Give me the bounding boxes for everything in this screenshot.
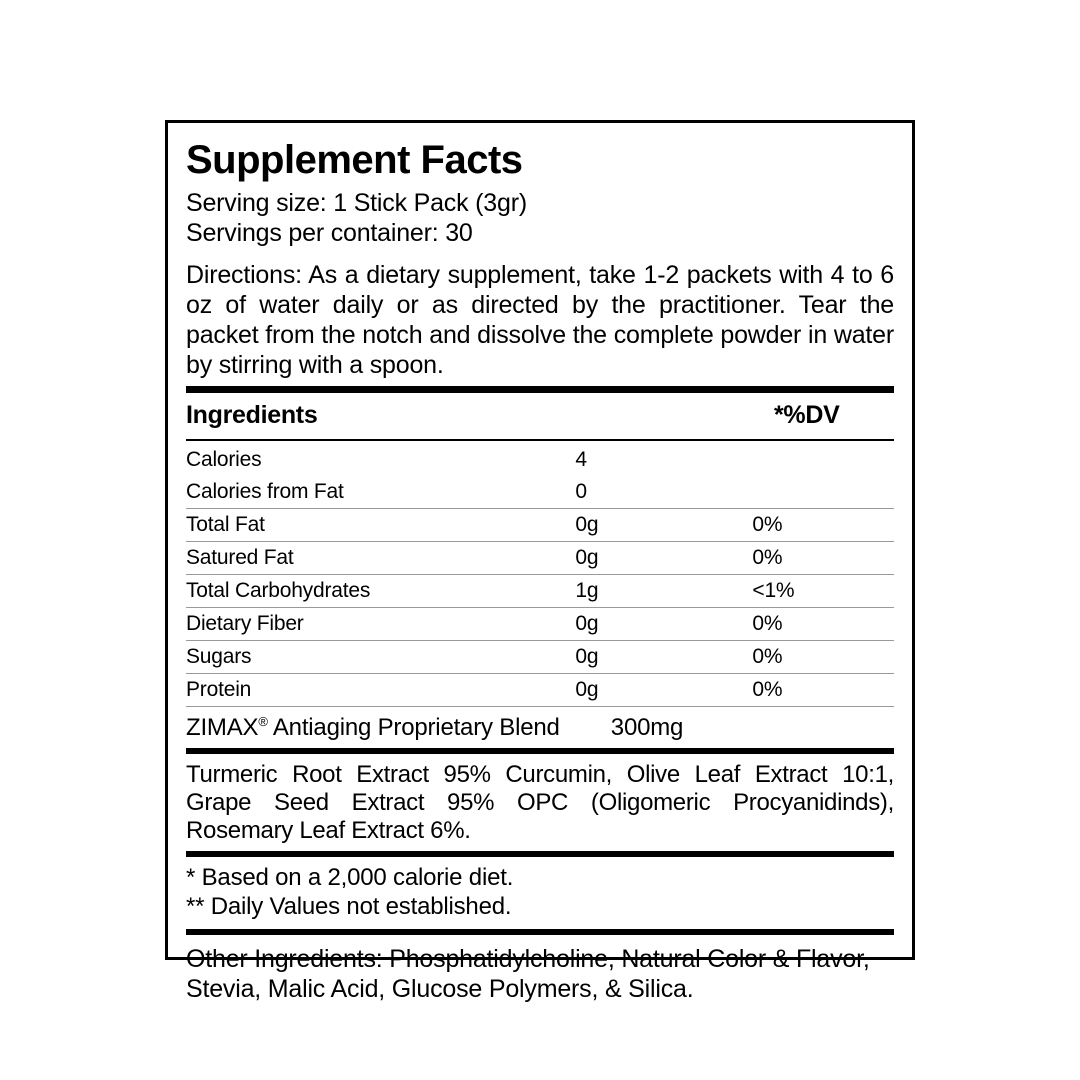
row-dv: 0%	[752, 509, 894, 542]
row-amount: 0g	[575, 509, 752, 542]
table-row	[186, 509, 894, 542]
row-amount: 0	[575, 480, 587, 503]
proprietary-blend-row	[186, 706, 894, 748]
row-name: Calories from Fat	[186, 480, 344, 503]
blend-name-pre: ZIMAX	[186, 714, 259, 741]
row-amount: 0g	[575, 542, 752, 575]
row-name: Total Carbohydrates	[186, 575, 575, 608]
row-dv: 0%	[752, 608, 894, 641]
row-amount: 1g	[575, 575, 752, 608]
table-row	[186, 641, 894, 674]
row-name: Sugars	[186, 641, 575, 674]
supplement-facts-inner	[168, 123, 912, 1018]
footnote-line: * Based on a 2,000 calorie diet.	[186, 864, 514, 892]
nutrient-table	[186, 441, 894, 706]
row-name: Total Fat	[186, 509, 575, 542]
blend-name	[186, 714, 611, 742]
footnote-line: ** Daily Values not established.	[186, 893, 512, 921]
directions-text: Directions: As a dietary supplement, take 1-2 packets with 4 to 6 oz of water daily or as directed by the practitioner. Tear the packet from the notch and dissolve the complete powder in water by stirring with a spoon.	[186, 261, 894, 379]
row-amount: 0g	[575, 674, 752, 707]
blend-description: Turmeric Root Extract 95% Curcumin, Olive Leaf Extract 10:1, Grape Seed Extract 95% OPC (Oligomeric Procyanidinds), Rosemary Leaf Extract 6%.	[186, 761, 894, 844]
serving-size-text: Serving size: 1 Stick Pack (3gr)	[186, 189, 527, 217]
table-row	[186, 542, 894, 575]
row-amount: 0g	[575, 641, 752, 674]
page-title: Supplement Facts	[186, 138, 523, 182]
servings-per-container-text: Servings per container: 30	[186, 218, 473, 247]
row-name: Dietary Fiber	[186, 608, 575, 641]
row-dv: 0%	[752, 542, 894, 575]
row-dv	[752, 441, 894, 476]
blend-amount: 300mg	[610, 714, 684, 741]
row-dv: 0%	[752, 674, 894, 707]
row-name: Calories	[186, 448, 262, 471]
other-ingredients-text: Other Ingredients: Phosphatidylcholine, Natural Color & Flavor, Stevia, Malic Acid, Glucose Polymers, & Silica.	[186, 945, 870, 1004]
table-row	[186, 608, 894, 641]
row-amount: 0g	[575, 608, 752, 641]
table-row	[186, 441, 894, 476]
divider-thick-top	[186, 386, 894, 393]
table-row	[186, 674, 894, 707]
table-header-row	[186, 393, 894, 439]
row-dv	[752, 476, 894, 509]
blend-name-post: Antiaging Proprietary Blend	[267, 714, 560, 741]
row-dv: 0%	[752, 641, 894, 674]
column-header-ingredients: Ingredients	[186, 401, 318, 429]
row-name: Protein	[186, 674, 575, 707]
table-row	[186, 476, 894, 509]
row-name: Satured Fat	[186, 542, 575, 575]
row-dv: <1%	[752, 575, 894, 608]
table-row	[186, 575, 894, 608]
column-header-dv: *%DV	[774, 401, 840, 429]
supplement-facts-panel	[165, 120, 915, 1004]
footnotes	[186, 857, 894, 929]
registered-mark-icon: ®	[258, 714, 268, 729]
row-amount: 4	[575, 448, 587, 471]
